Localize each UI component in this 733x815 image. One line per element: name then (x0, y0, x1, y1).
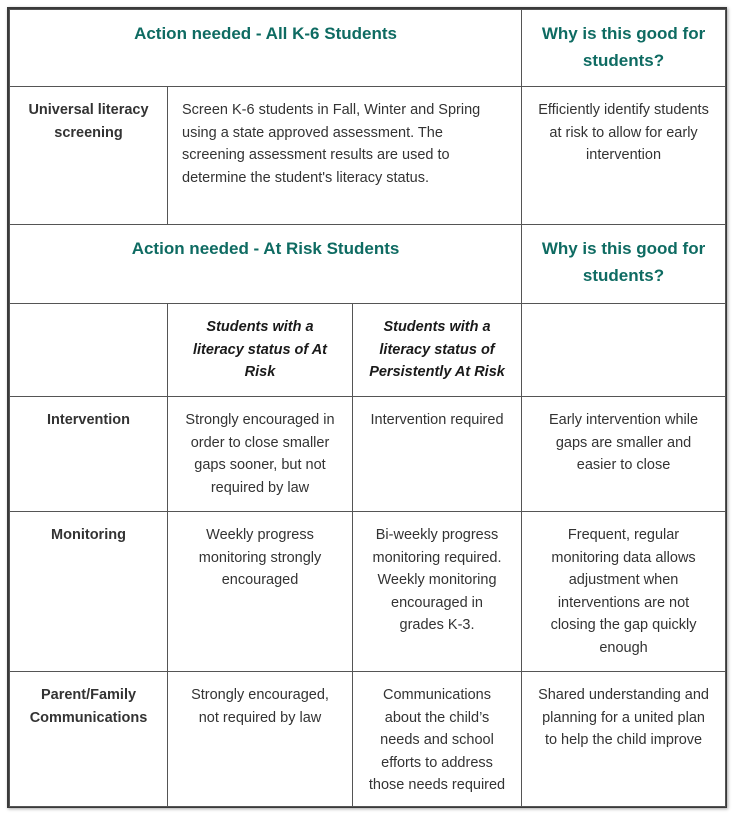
row-label-parent-family: Parent/Family Communications (10, 672, 168, 807)
column-persistently-at-risk: Students with a literacy status of Persistently At Risk (353, 304, 522, 397)
literacy-requirements-table (9, 9, 726, 807)
table-row (10, 512, 726, 672)
row-label-intervention: Intervention (10, 397, 168, 512)
row-label-monitoring: Monitoring (10, 512, 168, 672)
section1-action-header: Action needed - All K-6 Students (10, 10, 522, 87)
intervention-persistent: Intervention required (353, 397, 522, 512)
monitoring-at-risk: Weekly progress monitoring strongly encouraged (168, 512, 353, 672)
table-row (10, 672, 726, 807)
monitoring-persistent: Bi-weekly progress monitoring required. Weekly monitoring encouraged in grades K-3. (353, 512, 522, 672)
section2-action-header: Action needed - At Risk Students (10, 225, 522, 304)
empty-cell (10, 304, 168, 397)
section2-header-row (10, 225, 726, 304)
empty-cell (522, 304, 726, 397)
communications-persistent: Communications about the child’s needs and school efforts to address those needs required (353, 672, 522, 807)
monitoring-why: Frequent, regular monitoring data allows adjustment when interventions are not closing the gap quickly enough (522, 512, 726, 672)
screening-row (10, 87, 726, 225)
screening-label: Universal literacy screening (10, 87, 168, 225)
status-columns-row (10, 304, 726, 397)
column-at-risk: Students with a literacy status of At Risk (168, 304, 353, 397)
screening-action: Screen K-6 students in Fall, Winter and Spring using a state approved assessment. The screening assessment results are used to determine the student's literacy status. (168, 87, 522, 225)
section1-why-header: Why is this good for students? (522, 10, 726, 87)
section1-header-row (10, 10, 726, 87)
intervention-why: Early intervention while gaps are smaller and easier to close (522, 397, 726, 512)
table-row (10, 397, 726, 512)
screening-why: Efficiently identify students at risk to allow for early intervention (522, 87, 726, 225)
intervention-at-risk: Strongly encouraged in order to close smaller gaps sooner, but not required by law (168, 397, 353, 512)
section2-why-header: Why is this good for students? (522, 225, 726, 304)
communications-at-risk: Strongly encouraged, not required by law (168, 672, 353, 807)
communications-why: Shared understanding and planning for a united plan to help the child improve (522, 672, 726, 807)
